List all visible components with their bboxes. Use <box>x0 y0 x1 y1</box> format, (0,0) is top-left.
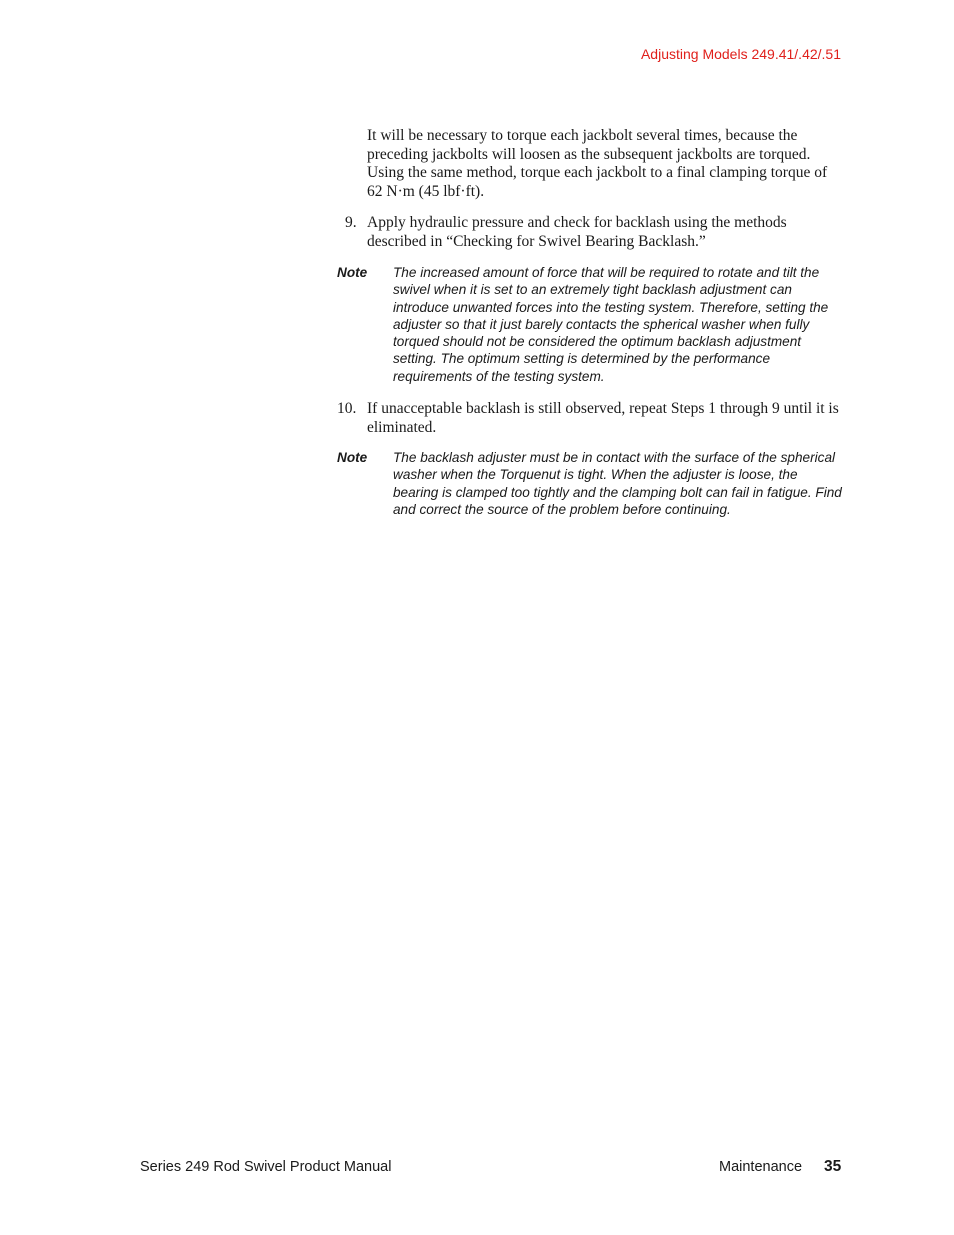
running-head: Adjusting Models 249.41/.42/.51 <box>640 46 841 62</box>
step-10-text: If unacceptable backlash is still observed, repeat Steps 1 through 9 until it is eliminated. <box>367 400 839 436</box>
step-9-number: 9. <box>345 214 357 231</box>
note-2-text: The backlash adjuster must be in contact with the surface of the spherical washer when the Torquenut is tight. When the adjuster is loose, the bearing is clamped too tightly and the clamping bolt can fail in fatigue. Find and correct the source of the problem before continuing. <box>393 450 842 517</box>
step-10-number: 10. <box>337 400 357 417</box>
note-2-label: Note <box>337 450 368 465</box>
intro-paragraph: It will be necessary to torque each jackbolt several times, because the preceding jackbolts will loosen as the subsequent jackbolts are torqued. Using the same method, torque each jackbolt to a final clamping torque of 62 N·m (45 lbf·ft). <box>367 127 828 200</box>
page-number: 35 <box>824 1158 842 1175</box>
footer-section: Maintenance <box>719 1159 803 1175</box>
step-9-text: Apply hydraulic pressure and check for backlash using the methods described in “Checking for Swivel Bearing Backlash.” <box>367 214 787 250</box>
footer-manual-title: Series 249 Rod Swivel Product Manual <box>140 1159 392 1175</box>
note-1-text: The increased amount of force that will be required to rotate and tilt the swivel when it is set to an extremely tight backlash adjustment can introduce unwanted forces into the testing system. Therefore, setting the adjuster so that it just barely contacts the spherical washer when fully torqued should not be considered the optimum backlash adjustment setting. The optimum setting is determined by the performance requirements of the testing system. <box>393 265 829 384</box>
note-1-label: Note <box>337 265 368 280</box>
